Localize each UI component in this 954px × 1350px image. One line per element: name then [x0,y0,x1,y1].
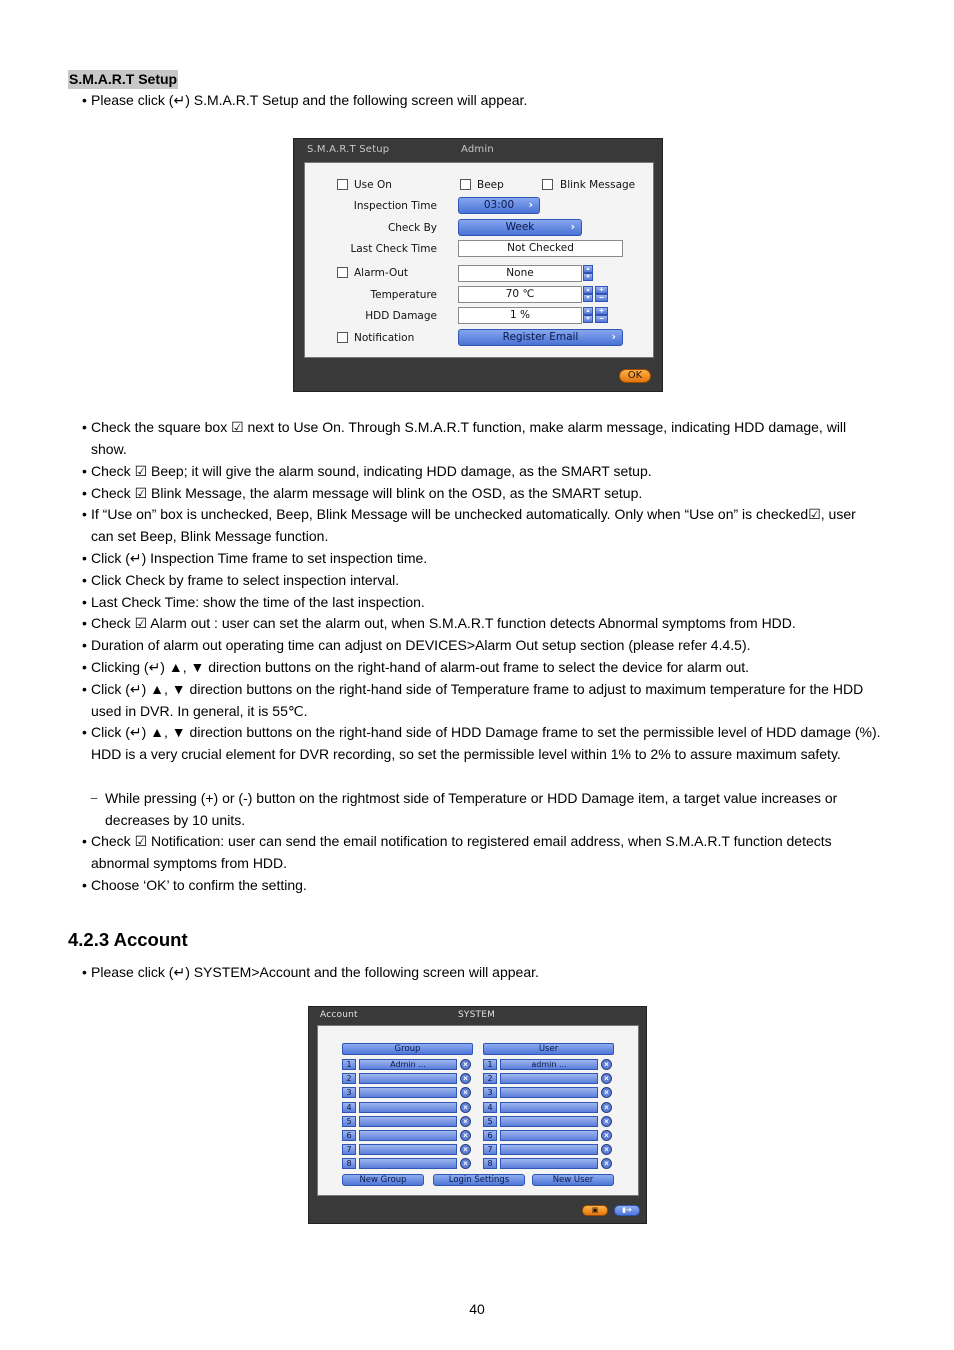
use-on-checkbox[interactable] [337,179,348,190]
group-row-number: 3 [342,1087,356,1098]
hdd-damage-field: 1 % [458,307,582,324]
intro-bullet: • Please click (↵) S.M.A.R.T Setup and the following screen will appear. [82,92,528,108]
group-row-number: 5 [342,1116,356,1127]
group-row [342,1087,475,1099]
check-by-button[interactable]: Week › [458,219,582,236]
user-row-name[interactable] [500,1116,598,1127]
user-row-number: 7 [483,1144,497,1155]
hdd-damage-plus-button[interactable]: + [595,307,608,315]
use-on-label: Use On [354,179,392,191]
list-item: • Check ☑ Beep; it will give the alarm sound, indicating HDD damage, as the SMART setup. [82,463,652,479]
user-row-name[interactable] [500,1144,598,1155]
delete-group-icon[interactable]: × [460,1144,471,1155]
user-row-name[interactable] [500,1073,598,1084]
beep-checkbox[interactable] [460,179,471,190]
exit-button[interactable] [614,1205,640,1216]
user-row [483,1158,616,1170]
list-item: • Check ☑ Notification: user can send the email notification to registered email address, when S.M.A.R.T function detects abnormal symptoms from HDD. [82,833,832,871]
group-row-number: 6 [342,1130,356,1141]
hdd-damage-up-button[interactable]: ▲ [583,307,593,315]
account-window-menu: SYSTEM [458,1010,496,1020]
smart-window-title: S.M.A.R.T Setup [307,144,390,155]
group-row-name[interactable] [359,1073,457,1084]
user-row [483,1144,616,1156]
user-row-name[interactable]: admin ... [500,1059,598,1070]
temperature-down-button[interactable]: ▼ [583,294,593,302]
delete-group-icon[interactable]: × [460,1158,471,1169]
temperature-minus-button[interactable]: − [595,294,608,302]
account-window [308,1006,647,1224]
user-row-name[interactable] [500,1087,598,1098]
temperature-up-button[interactable]: ▲ [583,286,593,294]
inspection-time-label: Inspection Time [353,200,437,212]
user-row [483,1116,616,1128]
group-row [342,1059,475,1071]
user-row-number: 3 [483,1087,497,1098]
blink-message-label: Blink Message [560,179,636,191]
group-row-name[interactable]: Admin ... [359,1059,457,1070]
last-check-time-label: Last Check Time [350,243,437,255]
group-row-number: 2 [342,1073,356,1084]
delete-user-icon[interactable]: × [601,1073,612,1084]
user-row [483,1073,616,1085]
hdd-damage-minus-button[interactable]: − [595,315,608,323]
user-header: User [483,1043,614,1055]
user-row-name[interactable] [500,1102,598,1113]
alarm-out-checkbox[interactable] [337,267,348,278]
delete-user-icon[interactable]: × [601,1087,612,1098]
user-row-number: 5 [483,1116,497,1127]
user-row [483,1102,616,1114]
list-item: • If “Use on” box is unchecked, Beep, Blink Message will be unchecked automatically. Only when “Use on” is checked☑, user can set Beep, Blink Message function. [82,506,856,544]
group-row-name[interactable] [359,1102,457,1113]
sub-list-item: − While pressing (+) or (-) button on the rightmost side of Temperature or HDD Damage item, a target value increases or decreases by 10 units. [90,790,838,828]
user-row-number: 4 [483,1102,497,1113]
save-icon: ▣ [591,1207,599,1214]
chevron-right-icon: › [570,221,575,233]
account-heading: 4.2.3 Account [68,929,188,950]
user-row-number: 8 [483,1158,497,1169]
delete-user-icon[interactable]: × [601,1102,612,1113]
section-title: S.M.A.R.T Setup [69,71,178,87]
user-row-name[interactable] [500,1158,598,1169]
register-email-button[interactable]: Register Email › [458,329,623,346]
smart-setup-window [293,138,663,392]
notification-label: Notification [354,332,415,344]
hdd-damage-label: HDD Damage [365,310,437,322]
list-item: • Last Check Time: show the time of the last inspection. [82,594,425,610]
group-row-number: 1 [342,1059,356,1070]
smart-settings-panel [304,162,654,358]
account-panel [317,1025,639,1196]
group-row-name[interactable] [359,1144,457,1155]
list-item: • Check ☑ Alarm out : user can set the alarm out, when S.M.A.R.T function detects Abnormal symptoms from HDD. [82,615,796,631]
alarm-out-down-button[interactable]: ▼ [583,273,593,281]
list-item: • Click (↵) ▲, ▼ direction buttons on the right-hand side of HDD Damage frame to set the permissible level of HDD damage (%). HDD is a very crucial element for DVR recording, so set the permissible level within 1% to 2% to assure maximum safety. [82,724,881,762]
delete-group-icon[interactable]: × [460,1059,471,1070]
user-row-name[interactable] [500,1130,598,1141]
group-row [342,1073,475,1085]
delete-user-icon[interactable]: × [601,1059,612,1070]
temperature-plus-button[interactable]: + [595,286,608,294]
group-row-number: 4 [342,1102,356,1113]
delete-group-icon[interactable]: × [460,1130,471,1141]
list-item: • Click Check by frame to select inspection interval. [82,572,400,588]
account-window-title: Account [320,1010,358,1020]
group-row-name[interactable] [359,1158,457,1169]
alarm-out-label: Alarm-Out [354,267,409,279]
list-item: • Click (↵) ▲, ▼ direction buttons on the right-hand side of Temperature frame to adjust to maximum temperature for the HDD used in DVR. In general, it is 55℃. [82,681,864,719]
delete-user-icon[interactable]: × [601,1116,612,1127]
list-item: • Check ☑ Blink Message, the alarm message will blink on the OSD, as the SMART setup. [82,485,643,501]
alarm-out-up-button[interactable]: ▲ [583,265,593,273]
list-item: • Check the square box ☑ next to Use On. Through S.M.A.R.T function, make alarm message, indicating HDD damage, will show. [82,419,847,457]
delete-group-icon[interactable]: × [460,1073,471,1084]
smart-window-user: Admin [461,144,494,155]
list-item: • Clicking (↵) ▲, ▼ direction buttons on the right-hand of alarm-out frame to select the device for alarm out. [82,659,750,675]
last-check-time-value: Not Checked [458,240,623,257]
group-row [342,1102,475,1114]
beep-label: Beep [477,179,504,191]
list-item: • Click (↵) Inspection Time frame to set inspection time. [82,550,428,566]
inspection-time-button[interactable]: 03:00 › [458,197,540,214]
temperature-field: 70 ℃ [458,286,582,303]
alarm-out-field: None [458,265,582,282]
delete-group-icon[interactable]: × [460,1116,471,1127]
new-user-button[interactable]: New User [532,1174,614,1186]
blink-message-checkbox[interactable] [542,179,553,190]
group-row [342,1116,475,1128]
group-row-name[interactable] [359,1087,457,1098]
page-number: 40 [469,1301,485,1317]
delete-user-icon[interactable]: × [601,1144,612,1155]
group-row [342,1158,475,1170]
user-row-number: 6 [483,1130,497,1141]
new-group-button[interactable]: New Group [342,1174,424,1186]
delete-user-icon[interactable]: × [601,1158,612,1169]
chevron-right-icon: › [611,331,616,343]
check-by-label: Check By [387,222,437,234]
group-row-number: 8 [342,1158,356,1169]
group-header: Group [342,1043,473,1055]
group-row-number: 7 [342,1144,356,1155]
group-row [342,1130,475,1142]
user-row-number: 2 [483,1073,497,1084]
ok-button[interactable]: OK [619,369,651,383]
user-row-number: 1 [483,1059,497,1070]
temperature-label: Temperature [370,289,437,301]
delete-user-icon[interactable]: × [601,1130,612,1141]
group-row-name[interactable] [359,1130,457,1141]
login-settings-button[interactable]: Login Settings [433,1174,525,1186]
chevron-right-icon: › [528,199,533,211]
group-row [342,1144,475,1156]
save-button[interactable] [582,1205,608,1216]
user-row [483,1059,616,1071]
hdd-damage-down-button[interactable]: ▼ [583,315,593,323]
delete-group-icon[interactable]: × [460,1087,471,1098]
exit-icon: ▮➔ [622,1207,632,1214]
user-row [483,1087,616,1099]
notification-checkbox[interactable] [337,332,348,343]
account-intro-bullet: • Please click (↵) SYSTEM>Account and the following screen will appear. [82,964,539,980]
list-item: • Duration of alarm out operating time can adjust on DEVICES>Alarm Out setup section (please refer 4.4.5). [82,637,751,653]
group-row-name[interactable] [359,1116,457,1127]
list-item: • Choose ‘OK’ to confirm the setting. [82,877,307,893]
delete-group-icon[interactable]: × [460,1102,471,1113]
user-row [483,1130,616,1142]
